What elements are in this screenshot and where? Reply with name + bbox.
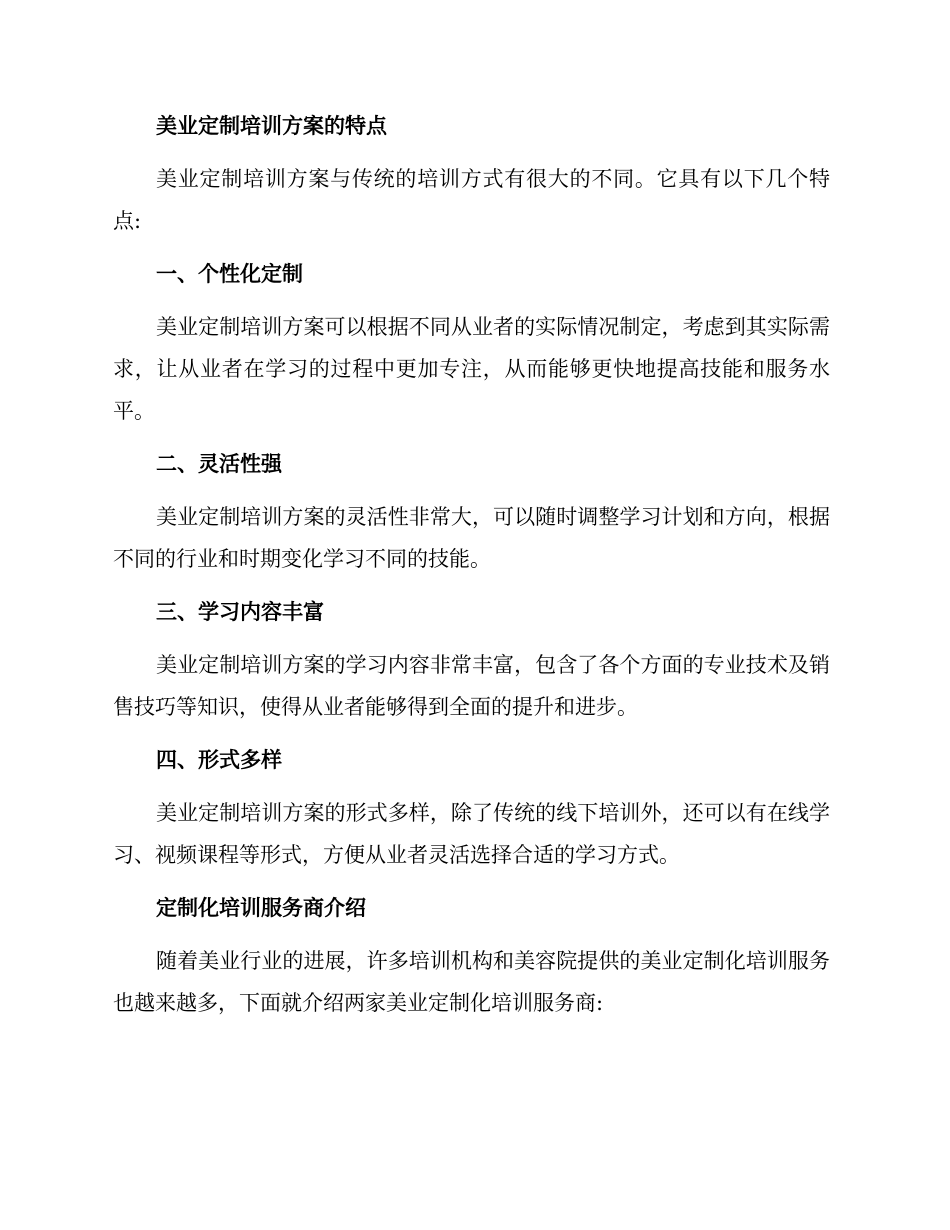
providers-paragraph: 随着美业行业的进展，许多培训机构和美容院提供的美业定制化培训服务也越来越多，下面就介绍两家美业定制化培训服务商: xyxy=(113,949,830,1015)
document-title: 美业定制培训方案的特点 xyxy=(156,114,387,138)
section-paragraph-flexibility: 美业定制培训方案的灵活性非常大，可以随时调整学习计划和方向，根据不同的行业和时期变化学习不同的技能。 xyxy=(113,505,830,571)
intro-paragraph: 美业定制培训方案与传统的培训方式有很大的不同。它具有以下几个特点: xyxy=(113,167,830,233)
section-heading-flexibility: 二、灵活性强 xyxy=(156,452,282,476)
section-heading-formats: 四、形式多样 xyxy=(156,748,282,772)
section-heading-content: 三、学习内容丰富 xyxy=(156,600,324,624)
section-paragraph-content: 美业定制培训方案的学习内容非常丰富，包含了各个方面的专业技术及销售技巧等知识，使得从业者能够得到全面的提升和进步。 xyxy=(113,653,830,719)
providers-title: 定制化培训服务商介绍 xyxy=(156,896,366,920)
document-body xyxy=(113,104,830,1034)
section-paragraph-personalized: 美业定制培训方案可以根据不同从业者的实际情况制定，考虑到其实际需求，让从业者在学习的过程中更加专注，从而能够更快地提高技能和服务水平。 xyxy=(113,315,830,423)
section-heading-personalized: 一、个性化定制 xyxy=(156,262,303,286)
section-paragraph-formats: 美业定制培训方案的形式多样，除了传统的线下培训外，还可以有在线学习、视频课程等形式，方便从业者灵活选择合适的学习方式。 xyxy=(113,801,830,867)
